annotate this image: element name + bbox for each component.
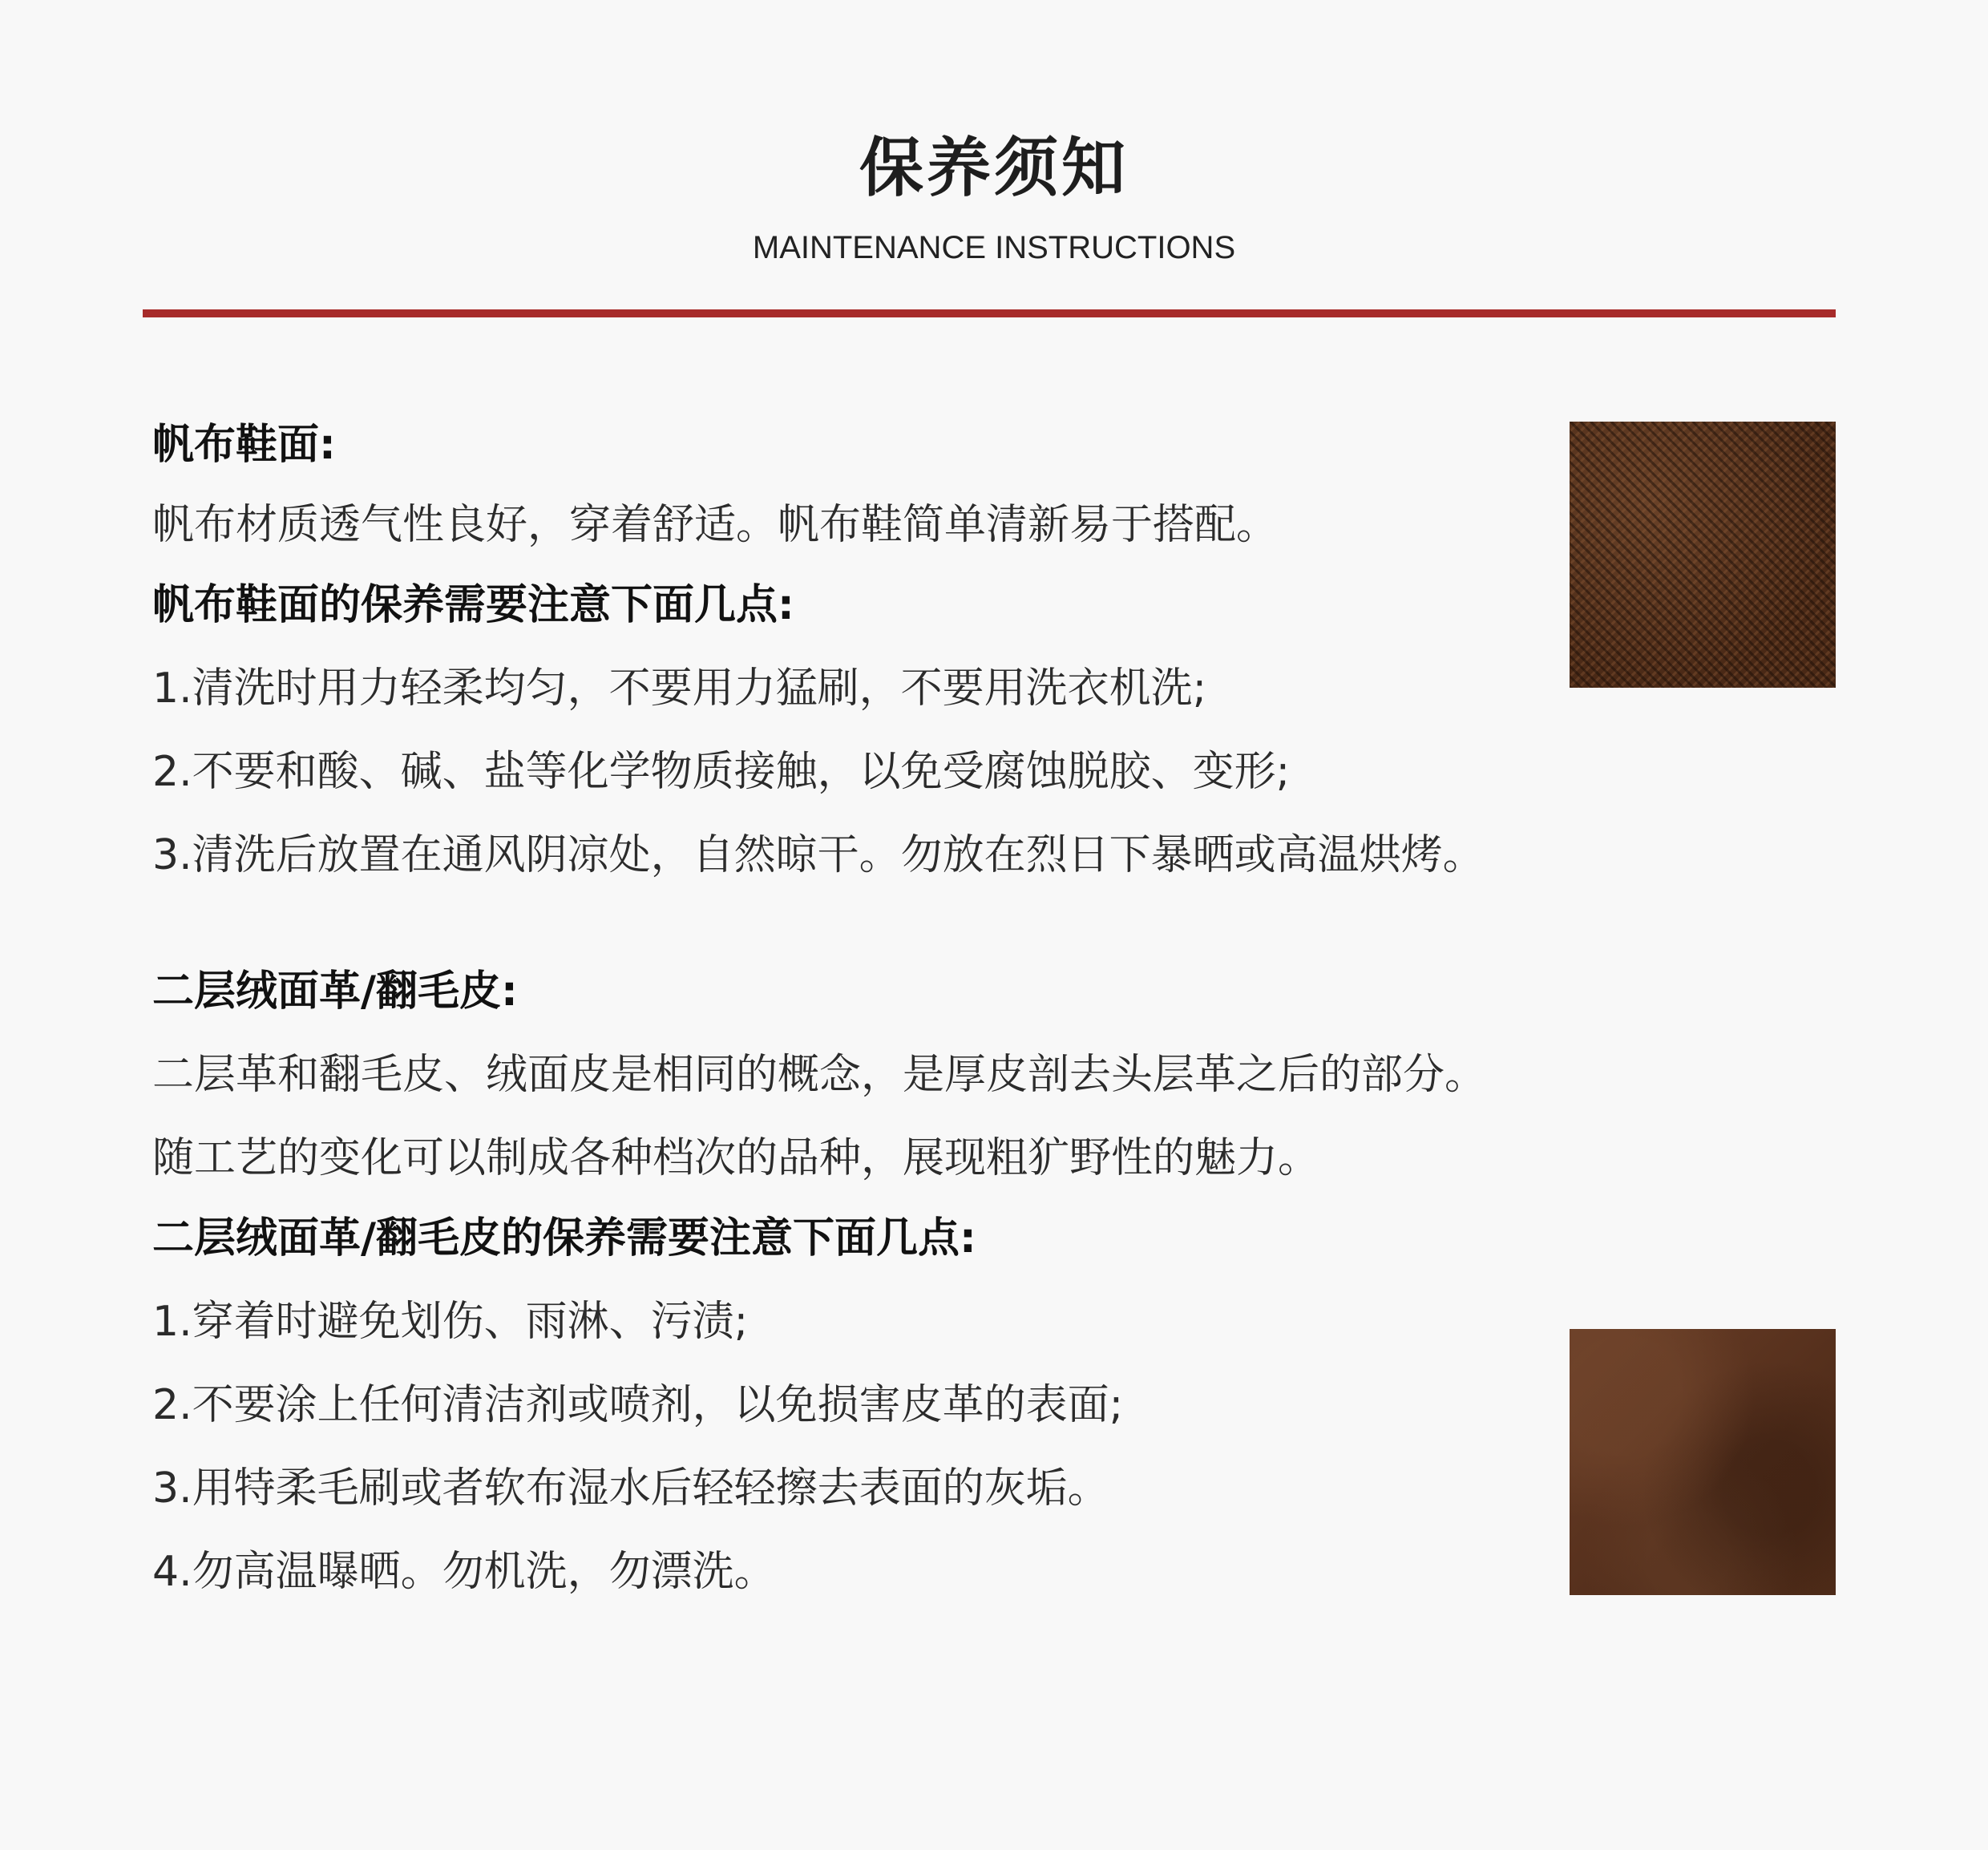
page-title: 保养须知	[859, 131, 1129, 205]
suede-point: 4.勿高温曝晒。勿机洗，勿漂洗。	[152, 1548, 776, 1596]
suede-point: 2.不要涂上任何清洁剂或喷剂，以免损害皮革的表面;	[152, 1381, 1124, 1429]
canvas-points-heading: 帆布鞋面的保养需要注意下面几点:	[152, 581, 794, 629]
suede-points-heading: 二层绒面革/翻毛皮的保养需要注意下面几点:	[152, 1214, 976, 1262]
canvas-point: 3.清洗后放置在通风阴凉处，自然晾干。勿放在烈日下暴晒或高温烘烤。	[152, 831, 1485, 879]
canvas-fabric-image	[1570, 422, 1836, 688]
canvas-point: 1.清洗时用力轻柔均匀，不要用力猛刷，不要用洗衣机洗;	[152, 664, 1207, 713]
suede-point: 1.穿着时避免划伤、雨淋、污渍;	[152, 1298, 749, 1346]
canvas-point: 2.不要和酸、碱、盐等化学物质接触，以免受腐蚀脱胶、变形;	[152, 748, 1291, 796]
canvas-heading: 帆布鞋面:	[152, 421, 336, 469]
canvas-description: 帆布材质透气性良好，穿着舒适。帆布鞋简单清新易于搭配。	[152, 501, 1279, 549]
suede-description: 二层革和翻毛皮、绒面皮是相同的概念，是厚皮剖去头层革之后的部分。	[152, 1051, 1487, 1099]
header-divider	[143, 309, 1836, 317]
page-subtitle: MAINTENANCE INSTRUCTIONS	[752, 230, 1236, 265]
suede-point: 3.用特柔毛刷或者软布湿水后轻轻擦去表面的灰垢。	[152, 1464, 1109, 1513]
suede-description: 随工艺的变化可以制成各种档次的品种，展现粗犷野性的魅力。	[152, 1134, 1320, 1182]
suede-leather-image	[1570, 1329, 1836, 1595]
suede-heading: 二层绒面革/翻毛皮:	[152, 967, 518, 1016]
